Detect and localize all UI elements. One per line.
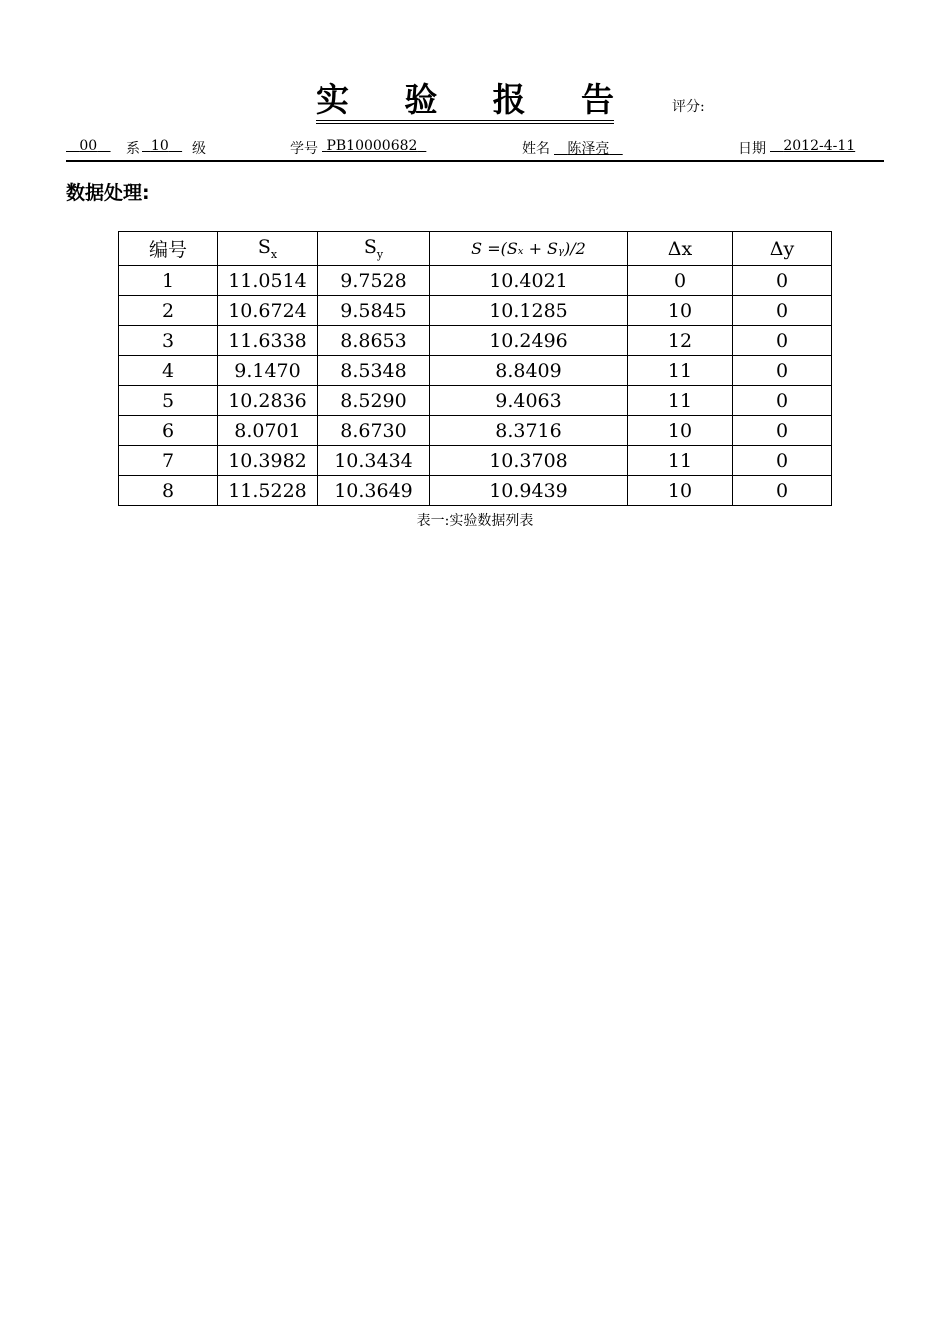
table-row (119, 296, 832, 326)
cell-dy: 0 (733, 386, 832, 416)
cell-dy: 0 (733, 296, 832, 326)
cell-sy: 8.8653 (318, 326, 430, 356)
title-row (0, 80, 950, 124)
student-id-wrap (322, 138, 426, 154)
cell-dx: 10 (628, 416, 733, 446)
title-char: 告 (580, 80, 614, 119)
title-char: 验 (404, 80, 438, 119)
grade-value-wrap (142, 138, 182, 154)
cell-no: 5 (119, 386, 218, 416)
header-no: 编号 (119, 232, 218, 266)
cell-sy: 8.5290 (318, 386, 430, 416)
cell-s: 8.8409 (430, 356, 628, 386)
table-caption: 表一:实验数据列表 (416, 513, 534, 529)
header-sx (218, 232, 318, 266)
cell-s: 8.3716 (430, 416, 628, 446)
table-row (119, 476, 832, 506)
cell-dy: 0 (733, 446, 832, 476)
cell-dx: 10 (628, 476, 733, 506)
cell-no: 8 (119, 476, 218, 506)
cell-sx: 11.0514 (218, 266, 318, 296)
cell-dx: 0 (628, 266, 733, 296)
title-char: 实 (316, 80, 349, 119)
name-wrap (554, 138, 623, 158)
header-formula: S =(Sₓ + Sᵧ)/2 (430, 232, 628, 266)
data-table (118, 231, 832, 506)
grade-value: 10 (150, 138, 169, 154)
table-row (119, 416, 832, 446)
cell-dy: 0 (733, 416, 832, 446)
table-row (119, 386, 832, 416)
date-wrap (770, 138, 855, 154)
table-row (119, 356, 832, 386)
cell-no: 1 (119, 266, 218, 296)
cell-dx: 12 (628, 326, 733, 356)
cell-sx: 8.0701 (218, 416, 318, 446)
dept-value: 00 (79, 138, 98, 154)
header-dx: Δx (628, 232, 733, 266)
cell-s: 10.3708 (430, 446, 628, 476)
date-label: 日期 (738, 141, 766, 157)
table-row (119, 326, 832, 356)
cell-no: 7 (119, 446, 218, 476)
dept-label: 系 (126, 141, 140, 157)
student-id-label: 学号 (290, 141, 318, 157)
cell-sx: 10.2836 (218, 386, 318, 416)
header-sy (318, 232, 430, 266)
date-value: 2012-4-11 (783, 138, 856, 154)
cell-sy: 9.5845 (318, 296, 430, 326)
cell-sy: 8.5348 (318, 356, 430, 386)
student-id: PB10000682 (326, 138, 418, 154)
dept-value-wrap (66, 138, 111, 154)
cell-dx: 10 (628, 296, 733, 326)
cell-no: 3 (119, 326, 218, 356)
cell-sx: 11.6338 (218, 326, 318, 356)
cell-sx: 10.6724 (218, 296, 318, 326)
header-sx-sub: x (270, 247, 278, 261)
cell-dx: 11 (628, 386, 733, 416)
score-label: 评分: (672, 99, 705, 115)
cell-sy: 8.6730 (318, 416, 430, 446)
cell-sx: 9.1470 (218, 356, 318, 386)
cell-s: 10.9439 (430, 476, 628, 506)
header-sy-base: S (363, 236, 377, 259)
header-sx-base: S (257, 236, 271, 259)
cell-sy: 10.3649 (318, 476, 430, 506)
name-label: 姓名 (522, 141, 550, 157)
cell-sx: 11.5228 (218, 476, 318, 506)
section-title: 数据处理: (66, 182, 150, 204)
cell-no: 6 (119, 416, 218, 446)
cell-no: 2 (119, 296, 218, 326)
cell-sy: 9.7528 (318, 266, 430, 296)
cell-dy: 0 (733, 266, 832, 296)
cell-s: 10.4021 (430, 266, 628, 296)
info-row (66, 136, 884, 162)
cell-dy: 0 (733, 476, 832, 506)
grade-label: 级 (192, 141, 206, 157)
cell-dx: 11 (628, 446, 733, 476)
table-row (119, 446, 832, 476)
cell-sx: 10.3982 (218, 446, 318, 476)
table-row (119, 266, 832, 296)
cell-dx: 11 (628, 356, 733, 386)
name-value: 陈泽亮 (567, 141, 610, 157)
title-char: 报 (492, 80, 526, 119)
header-dy: Δy (733, 232, 832, 266)
cell-s: 10.1285 (430, 296, 628, 326)
cell-dy: 0 (733, 326, 832, 356)
table-header-row (119, 232, 832, 266)
cell-s: 9.4063 (430, 386, 628, 416)
cell-no: 4 (119, 356, 218, 386)
cell-sy: 10.3434 (318, 446, 430, 476)
cell-dy: 0 (733, 356, 832, 386)
header-sy-sub: y (376, 247, 384, 261)
cell-s: 10.2496 (430, 326, 628, 356)
report-title (316, 80, 614, 121)
